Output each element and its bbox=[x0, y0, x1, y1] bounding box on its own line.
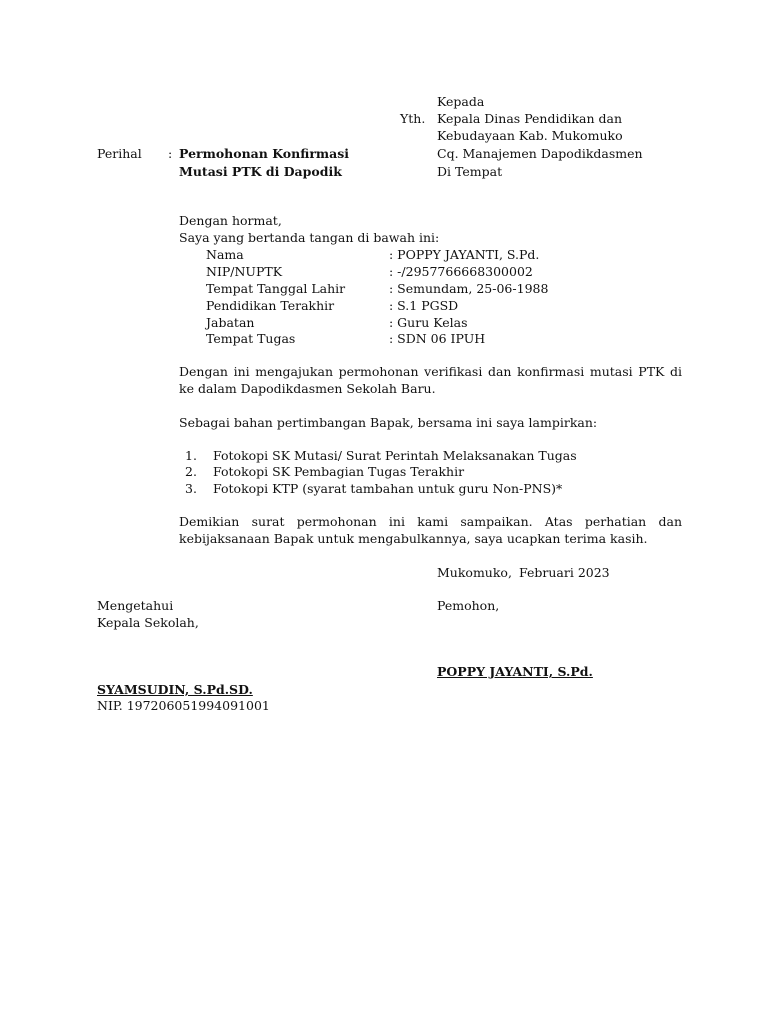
field-value-pendidikan: : S.1 PGSD bbox=[389, 298, 459, 313]
field-label-jabatan: Jabatan bbox=[206, 315, 255, 330]
paragraph-attachments-intro: Sebagai bahan pertimbangan Bapak, bersama ini saya lampirkan: bbox=[179, 415, 598, 430]
paragraph-closing: Demikian surat permohonan ini kami sampaikan. Atas perhatian dan kebijaksanaan Bapak untuk mengabulkannya, saya ucapkan terima kasih. bbox=[179, 514, 682, 546]
field-value-nama: : POPPY JAYANTI, S.Pd. bbox=[389, 247, 540, 262]
recipient-line-1: Kepala Dinas Pendidikan dan bbox=[437, 111, 623, 126]
field-label-nip: NIP/NUPTK bbox=[206, 264, 283, 279]
field-label-nama: Nama bbox=[206, 247, 244, 262]
subject-label: Perihal bbox=[97, 146, 142, 161]
recipient-kepada: Kepada bbox=[437, 94, 485, 109]
field-value-ttl: : Semundam, 25-06-1988 bbox=[389, 281, 549, 296]
subject-colon: : bbox=[168, 146, 173, 161]
attachment-number-3: 3. bbox=[185, 481, 197, 496]
subject-line-1: Permohonan Konfirmasi bbox=[179, 146, 350, 161]
attachment-number-1: 1. bbox=[185, 448, 197, 463]
recipient-line-2: Kebudayaan Kab. Mukomuko bbox=[437, 128, 623, 143]
principal-nip: NIP. 197206051994091001 bbox=[97, 698, 270, 713]
field-value-nip: : -/2957766668300002 bbox=[389, 264, 533, 279]
principal-name: SYAMSUDIN, S.Pd.SD. bbox=[97, 682, 253, 697]
attachment-text-3: Fotokopi KTP (syarat tambahan untuk guru Non-PNS)* bbox=[213, 481, 563, 496]
attachment-text-2: Fotokopi SK Pembagian Tugas Terakhir bbox=[213, 464, 465, 479]
recipient-line-3: Cq. Manajemen Dapodikdasmen bbox=[437, 146, 643, 161]
applicant-label: Pemohon, bbox=[437, 598, 500, 613]
field-value-jabatan: : Guru Kelas bbox=[389, 315, 468, 330]
recipient-line-4: Di Tempat bbox=[437, 164, 503, 179]
principal-title: Kepala Sekolah, bbox=[97, 615, 199, 630]
greeting: Dengan hormat, bbox=[179, 213, 282, 228]
field-label-ttl: Tempat Tanggal Lahir bbox=[206, 281, 346, 296]
applicant-name: POPPY JAYANTI, S.Pd. bbox=[437, 664, 593, 679]
signature-date: Februari 2023 bbox=[519, 565, 610, 580]
field-label-tempat-tugas: Tempat Tugas bbox=[206, 331, 296, 346]
field-label-pendidikan: Pendidikan Terakhir bbox=[206, 298, 335, 313]
paragraph-request: Dengan ini mengajukan permohonan verifikasi dan konfirmasi mutasi PTK di ke dalam Dapodikdasmen Sekolah Baru. bbox=[179, 364, 682, 396]
signature-place: Mukomuko, bbox=[437, 565, 512, 580]
recipient-yth: Yth. bbox=[400, 111, 426, 126]
attachment-number-2: 2. bbox=[185, 464, 197, 479]
attachment-text-1: Fotokopi SK Mutasi/ Surat Perintah Melaksanakan Tugas bbox=[213, 448, 577, 463]
acknowledged-label: Mengetahui bbox=[97, 598, 174, 613]
subject-line-2: Mutasi PTK di Dapodik bbox=[179, 164, 342, 179]
intro-text: Saya yang bertanda tangan di bawah ini: bbox=[179, 230, 440, 245]
field-value-tempat-tugas: : SDN 06 IPUH bbox=[389, 331, 486, 346]
